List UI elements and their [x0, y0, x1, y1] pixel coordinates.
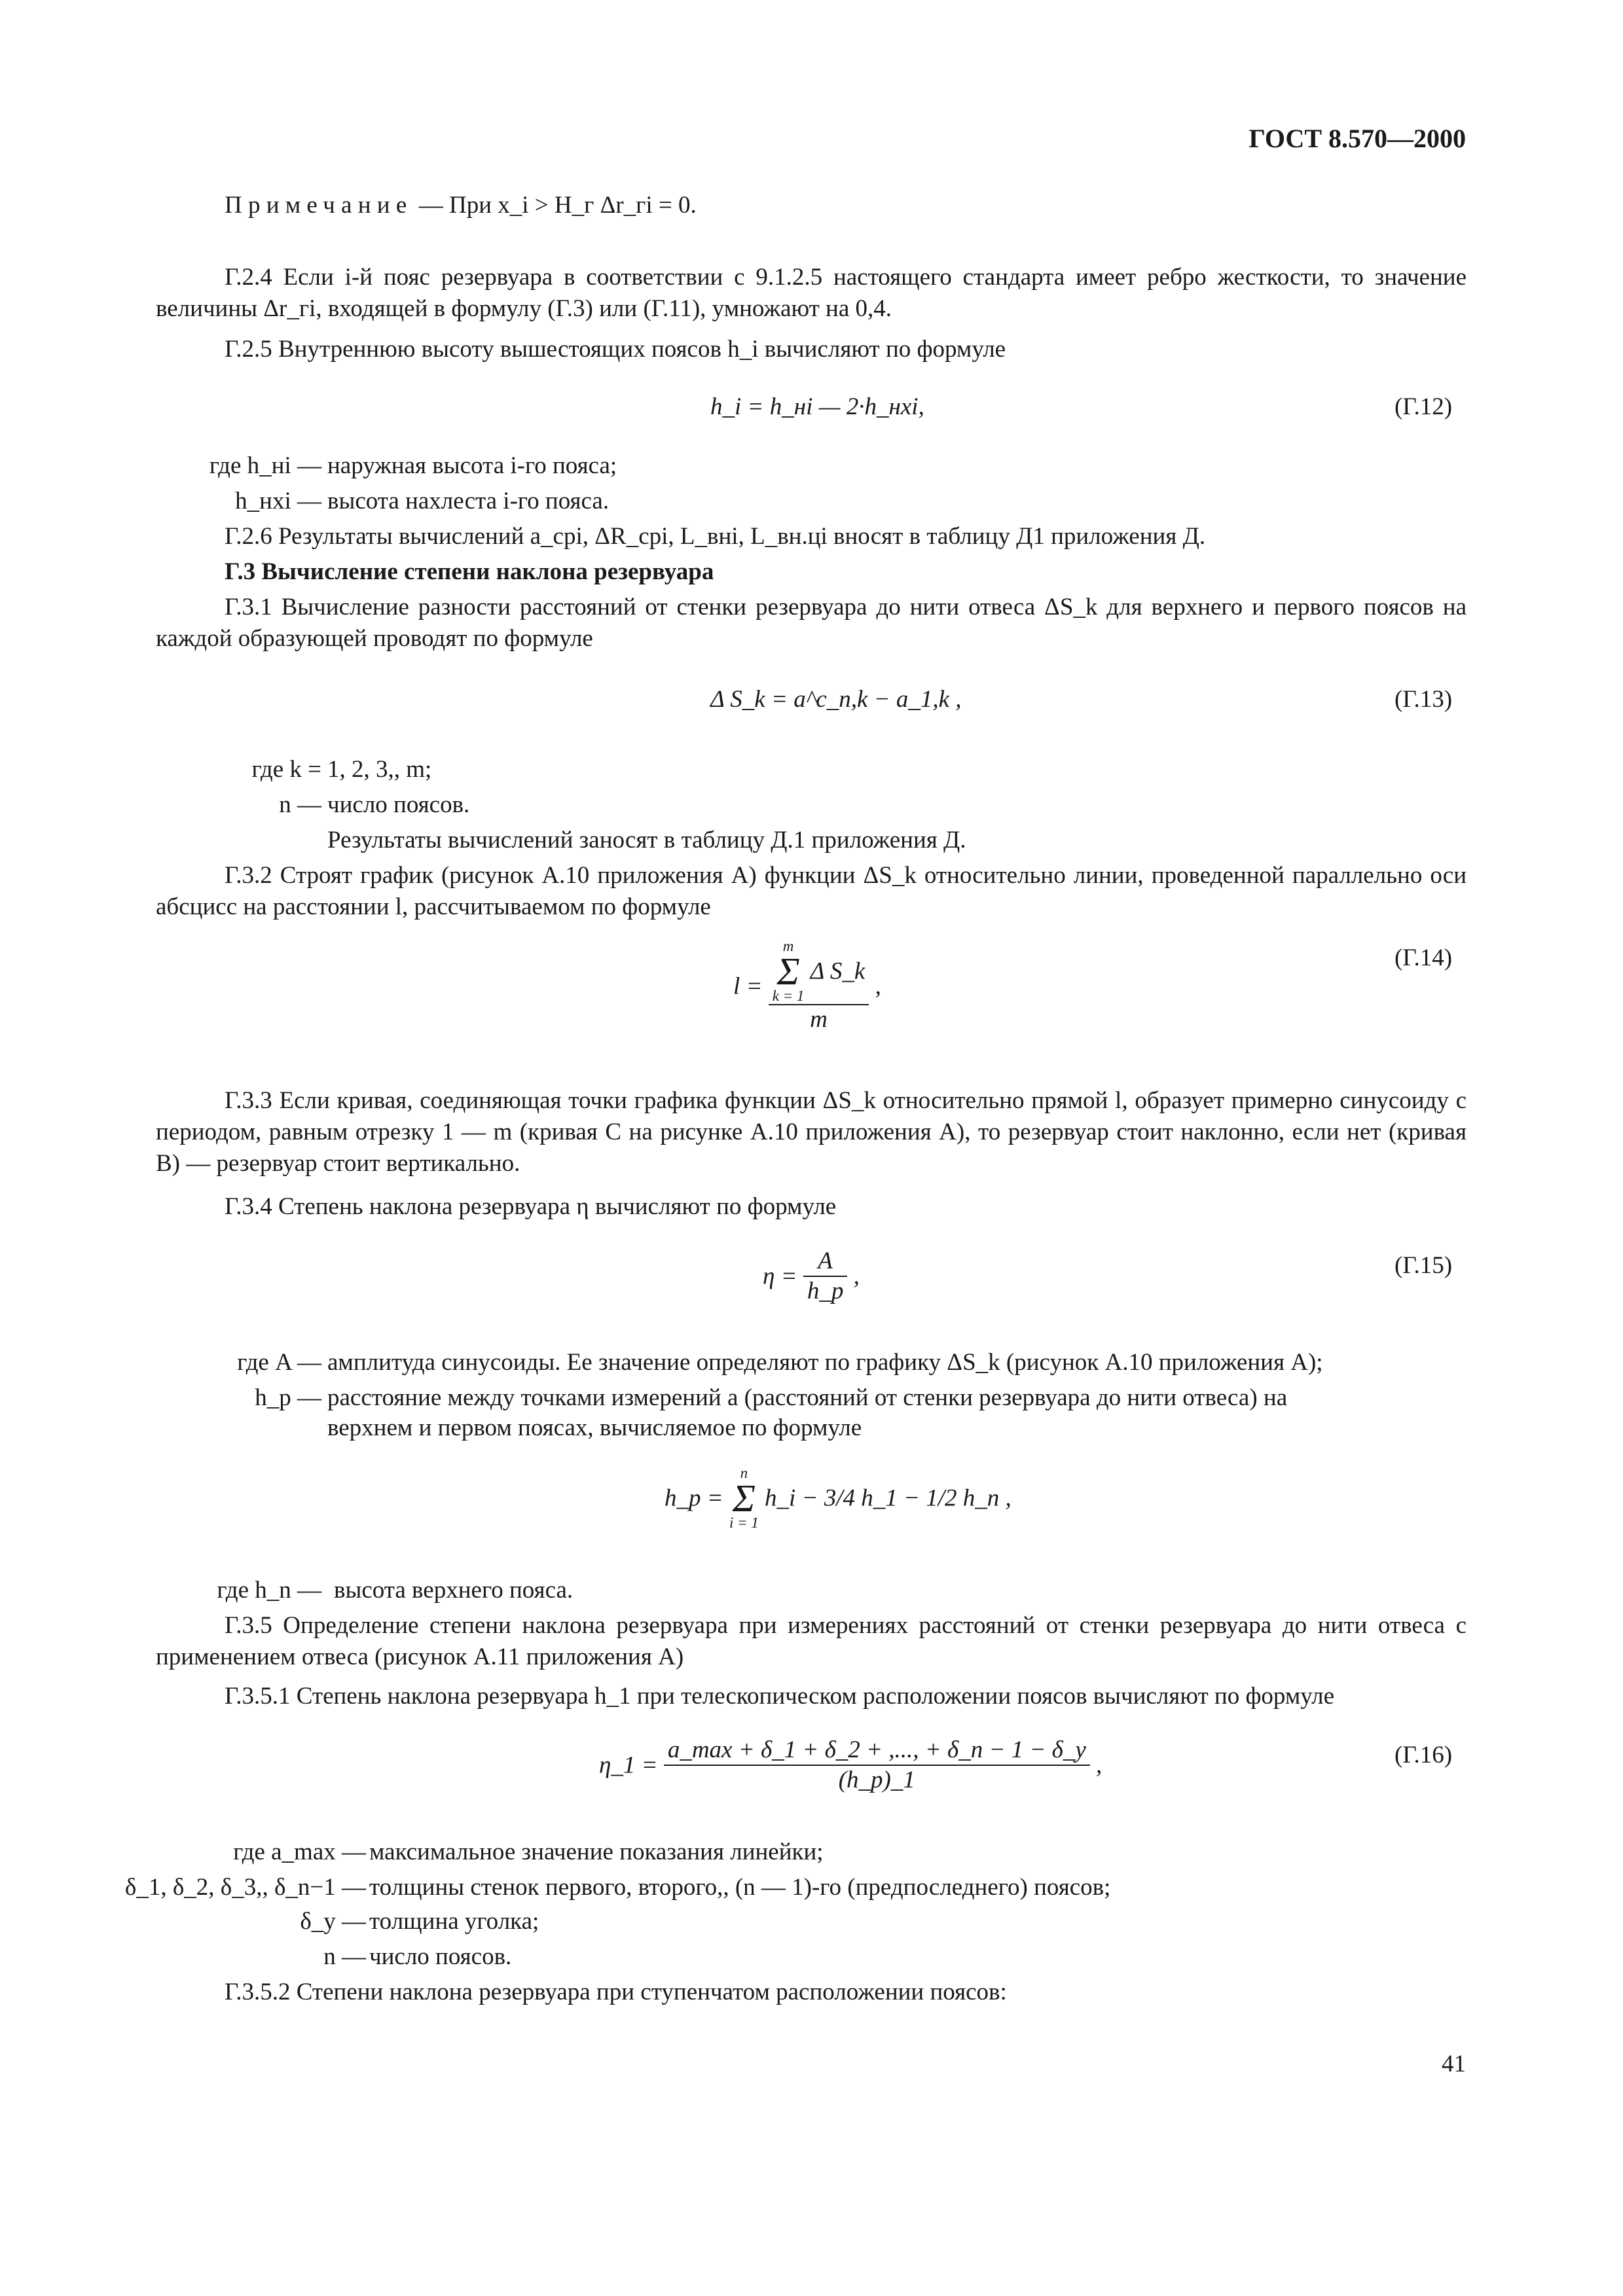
def-term: δ_1, δ_2, δ_3,, δ_n−1 — [124, 1874, 366, 1901]
eq16-denominator: (h_р)_1 [838, 1767, 915, 1794]
def-term: где k = [251, 756, 321, 783]
paragraph-g352: Г.3.5.2 Степени наклона резервуара при ступенчатом расположении поясов: [225, 1979, 1007, 2005]
def-term: n — [279, 791, 321, 818]
def-desc: высота нахлеста i-го пояса. [327, 488, 610, 514]
paragraph-g34: Г.3.4 Степень наклона резервуара η вычисляют по формуле [225, 1193, 837, 1220]
def-term: δ_у — [300, 1908, 366, 1935]
results-note: Результаты вычислений заносят в таблицу Д.1 приложения Д. [327, 827, 966, 853]
def-desc: число поясов. [327, 791, 470, 818]
eq15-numerator: A [803, 1247, 848, 1277]
page-number: 41 [1442, 2051, 1466, 2077]
eq15-comma: , [853, 1263, 860, 1290]
document-header: ГОСТ 8.570—2000 [1249, 124, 1466, 153]
def-desc: наружная высота i-го пояса; [327, 452, 617, 479]
paragraph-g26: Г.2.6 Результаты вычислений a_срi, ΔR_срi, L_внi, L_вн.цi вносят в таблицу Д1 приложения Д. [225, 523, 1206, 550]
def-term: h_р — [255, 1384, 321, 1411]
def-term: где a_max — [233, 1839, 366, 1865]
paragraph-g35: Г.3.5 Определение степени наклона резервуара при измерениях расстояний от стенки резервуара до нити отвеса с применением отвеса (рисунок А.11 приложения А) [156, 1612, 1467, 1671]
eq16-lhs: η_1 = [599, 1751, 658, 1779]
eq14-denominator: m [810, 1006, 828, 1033]
equation-number-g14: (Г.14) [1395, 944, 1453, 971]
eq14-comma: , [875, 973, 881, 1000]
eqhp-lhs: h_р = [665, 1484, 723, 1512]
eq15-fraction [803, 1247, 848, 1306]
def-term: где h_n — [217, 1577, 321, 1604]
eq14-sum-top: m [782, 938, 794, 954]
eq16-comma: , [1096, 1751, 1103, 1779]
def-term: n — [323, 1943, 366, 1970]
equation-number-g13: (Г.13) [1395, 686, 1453, 713]
sigma-symbol: Σ [732, 1476, 756, 1520]
eq15-denominator: h_р [807, 1278, 844, 1305]
paragraph-g33: Г.3.3 Если кривая, соединяющая точки графика функции ΔS_k относительно прямой l, образует примерно синусоиду с периодом, равным отрезку 1 — m (кривая C на рисунке А.10 приложения А), то резервуар стоит наклонно, если нет (кривая B) — резервуар стоит вертикально. [156, 1087, 1467, 1177]
note-text: — При x_i > H_г Δr_гi = 0. [418, 192, 697, 219]
paragraph-g32: Г.3.2 Строят график (рисунок А.10 приложения А) функции ΔS_k относительно линии, проведенной параллельно оси абсцисс на расстоянии l, рассчитываемом по формуле [156, 862, 1467, 921]
def-desc: верхнем и первом поясах, вычисляемое по формуле [327, 1414, 862, 1441]
equation-number-g12: (Г.12) [1395, 393, 1453, 420]
def-term: где h_нi — [209, 452, 321, 479]
paragraph-g351: Г.3.5.1 Степень наклона резервуара h_1 при телескопическом расположении поясов вычисляют по формуле [225, 1683, 1335, 1710]
equation-g12: h_i = h_нi — 2·h_нхi, [710, 393, 924, 420]
paragraph-g24: Г.2.4 Если i-й пояс резервуара в соответствии с 9.1.2.5 настоящего стандарта имеет ребро жесткости, то значение величины Δr_гi, входящей в формулу (Г.3) или (Г.11), умножают на 0,4. [156, 264, 1467, 323]
equation-g15 [763, 1247, 860, 1306]
note-label: Примечание [225, 192, 413, 219]
equation-g13: Δ S_k = a^с_n,k − a_1,k , [710, 686, 962, 713]
eq14-sum-operator [773, 939, 805, 1004]
sigma-symbol: Σ [776, 949, 800, 993]
equation-number-g16: (Г.16) [1395, 1742, 1453, 1768]
eqhp-sum-top: n [740, 1465, 748, 1481]
eq16-fraction [664, 1736, 1090, 1795]
note-line [225, 190, 697, 221]
equation-g16 [599, 1736, 1102, 1795]
eq15-lhs: η = [763, 1263, 797, 1290]
eq14-fraction [769, 939, 869, 1035]
def-desc: расстояние между точками измерений a (расстояний от стенки резервуара до нити отвеса) на [327, 1384, 1288, 1411]
def-desc: число поясов. [369, 1943, 512, 1970]
eqhp-sum-bottom: i = 1 [729, 1515, 759, 1532]
eq14-numerator [769, 939, 869, 1005]
paragraph-g25: Г.2.5 Внутреннюю высоту вышестоящих поясов h_i вычисляют по формуле [225, 336, 1006, 363]
paragraph-g31: Г.3.1 Вычисление разности расстояний от стенки резервуара до нити отвеса ΔS_k для верхнего и первого поясов на каждой образующей проводят по формуле [156, 594, 1467, 653]
def-term: где A — [237, 1349, 321, 1376]
eqhp-sum-operator [729, 1466, 759, 1531]
def-desc: толщины стенок первого, второго,, (n — 1)-го (предпоследнего) поясов; [369, 1874, 1111, 1901]
equation-number-g15: (Г.15) [1395, 1252, 1453, 1279]
section-heading-g3: Г.3 Вычисление степени наклона резервуара [225, 558, 714, 585]
def-desc: максимальное значение показания линейки; [369, 1839, 824, 1865]
def-desc: амплитуда синусоиды. Ее значение определяют по графику ΔS_k (рисунок А.10 приложения А); [327, 1349, 1323, 1376]
eq14-lhs: l = [733, 973, 763, 1000]
eq14-summand: Δ S_k [810, 958, 866, 985]
eqhp-body: h_i − 3/4 h_1 − 1/2 h_n , [765, 1484, 1012, 1512]
equation-hp [665, 1466, 1012, 1531]
eq16-numerator: a_max + δ_1 + δ_2 + ,..., + δ_n − 1 − δ_у [664, 1736, 1090, 1766]
def-desc: 1, 2, 3,, m; [327, 756, 432, 783]
eq14-sum-bottom: k = 1 [772, 988, 805, 1005]
equation-g14 [733, 939, 881, 1035]
def-term: h_нхi — [235, 488, 321, 514]
def-desc: высота верхнего пояса. [334, 1577, 574, 1604]
def-desc: толщина уголка; [369, 1908, 539, 1935]
